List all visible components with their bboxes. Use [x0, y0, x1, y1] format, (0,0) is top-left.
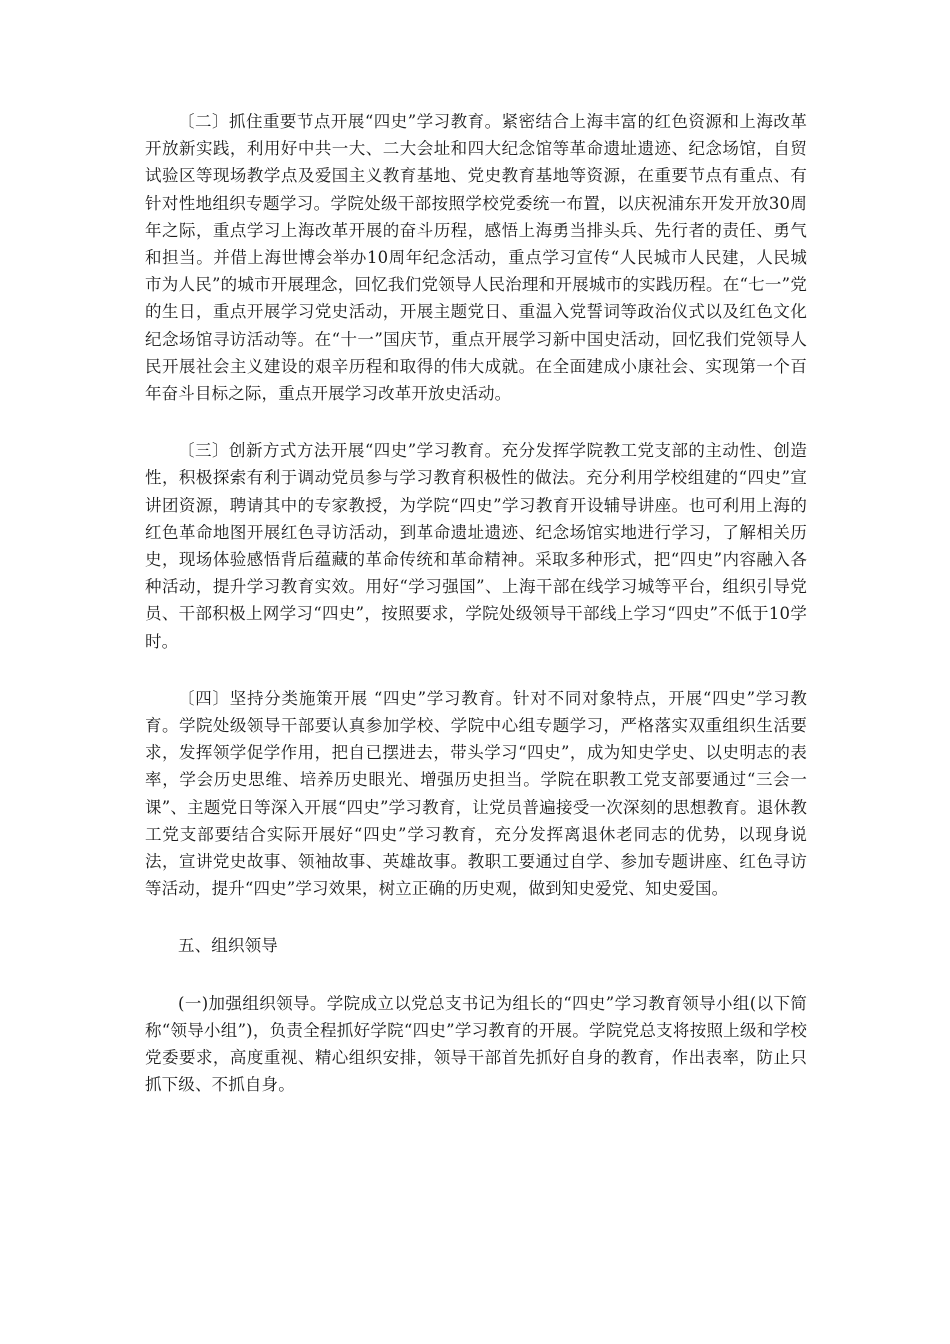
paragraph-innovative-methods: 〔三〕创新方式方法开展“四史”学习教育。充分发挥学院教工党支部的主动性、创造性，积极探索有利于调动党员参与学习教育积极性的做法。充分利用学校组建的“四史”宣讲团资源，聘请其中的专家教授，为学院“四史”学习教育开设辅导讲座。也可利用上海的红色革命地图开展红色寻访活动，到革命遗址遗迹、纪念场馆实地进行学习，了解相关历史，现场体验感悟背后蕴藏的革命传统和革命精神。采取多种形式，把“四史”内容融入各种活动，提升学习教育实效。用好“学习强国”、上海干部在线学习城等平台，组织引导党员、干部积极上网学习“四史”，按照要求，学院处级领导干部线上学习“四史”不低于10学时。: [145, 441, 807, 651]
paragraph-strengthen-leadership: (一)加强组织领导。学院成立以党总支书记为组长的“四史”学习教育领导小组(以下简称“领导小组”)，负责全程抓好学院“四史”学习教育的开展。学院党总支将按照上级和学校党委要求，高度重视、精心组织安排，领导干部首先抓好自身的教育，作出表率，防止只抓下级、不抓自身。: [145, 993, 807, 1095]
paragraph-classified-measures: 〔四〕坚持分类施策开展 “四史”学习教育。针对不同对象特点，开展“四史”学习教育。学院处级领导干部要认真参加学校、学院中心组专题学习，严格落实双重组织生活要求，发挥领学促学作用，把自已摆进去，带头学习“四史”，成为知史学史、以史明志的表率，学会历史思维、培养历史眼光、增强历史担当。学院在职教工党支部要通过“三会一课”、主题党日等深入开展“四史”学习教育，让党员普遍接受一次深刻的思想教育。退休教工党支部要结合实际开展好“四史”学习教育，充分发挥离退休老同志的优势，以现身说法，宣讲党史故事、领袖故事、英雄故事。教职工要通过自学、参加专题讲座、红色寻访等活动，提升“四史”学习效果，树立正确的历史观，做到知史爱党、知史爱国。: [145, 688, 807, 899]
paragraph-key-nodes: 〔二〕抓住重要节点开展“四史”学习教育。紧密结合上海丰富的红色资源和上海改革开放新实践，利用好中共一大、二大会址和四大纪念馆等革命遗址遗迹、纪念场馆，自贸试验区等现场教学点及爱国主义教育基地、党史教育基地等资源，在重要节点有重点、有针对性地组织专题学习。学院处级干部按照学校党委统一布置，以庆祝浦东开发开放30周年之际，重点学习上海改革开展的奋斗历程，感悟上海勇当排头兵、先行者的责任、勇气和担当。并借上海世博会举办10周年纪念活动，重点学习宣传“人民城市人民建，人民城市为人民”的城市开展理念，回忆我们党领导人民治理和开展城市的实践历程。在“七一”党的生日，重点开展学习党史活动，开展主题党日、重温入党誓词等政治仪式以及红色文化纪念场馆寻访活动等。在“十一”国庆节，重点开展学习新中国史活动，回忆我们党领导人民开展社会主义建设的艰辛历程和取得的伟大成就。在全面建成小康社会、实现第一个百年奋斗目标之际，重点开展学习改革开放史活动。: [145, 112, 807, 404]
document-page: [145, 108, 807, 1099]
section-heading-organization-leadership: 五、组织领导: [178, 936, 278, 956]
